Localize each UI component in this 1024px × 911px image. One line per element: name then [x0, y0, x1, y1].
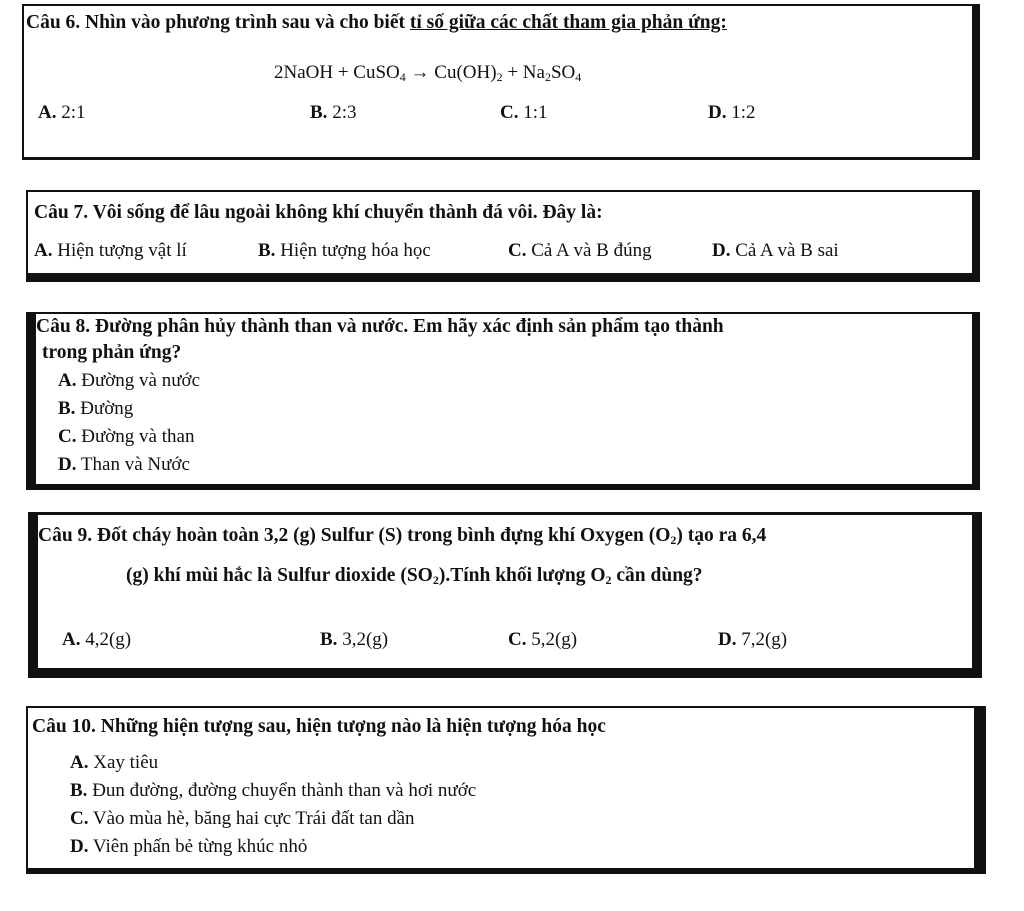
option-d[interactable]: D. 7,2(g)	[718, 629, 788, 650]
question-8-box	[26, 312, 980, 490]
option-c[interactable]: C. 5,2(g)	[508, 629, 578, 650]
question-7-box	[26, 190, 980, 282]
option-c[interactable]: C. 1:1	[500, 102, 548, 123]
option-a[interactable]: A. 2:1	[38, 102, 86, 123]
option-a[interactable]: A. Đường và nước	[58, 370, 201, 391]
option-a[interactable]: A. Xay tiêu	[70, 752, 159, 773]
question-10-box	[26, 706, 986, 874]
question-6-box	[22, 4, 980, 160]
question-9-box	[28, 512, 982, 678]
option-d[interactable]: D. Than và Nước	[58, 454, 190, 475]
question-10-title: Câu 10. Những hiện tượng sau, hiện tượng nào là hiện tượng hóa học	[32, 716, 606, 737]
option-b[interactable]: B. 2:3	[310, 102, 357, 123]
option-d[interactable]: D. Cả A và B sai	[712, 240, 839, 261]
option-c[interactable]: C. Cả A và B đúng	[508, 240, 652, 261]
question-7-title: Câu 7. Vôi sống để lâu ngoài không khí chuyển thành đá vôi. Đây là:	[34, 202, 603, 223]
option-b[interactable]: B. Đường	[58, 398, 134, 419]
question-9-title-line-2: (g) khí mùi hắc là Sulfur dioxide $(SO_2).Tính$ khối lượng $O_2$ cần dùng?	[126, 565, 703, 587]
option-a[interactable]: A. Hiện tượng vật lí	[34, 240, 187, 261]
chemical-equation: 2NaOH + CuSO$_4$ → $Cu(OH)_2 + Na_2SO_4$	[274, 62, 582, 84]
question-6-title: Câu 6. Nhìn vào phương trình sau và cho biết tỉ số giữa các chất tham gia phản ứng:	[26, 12, 727, 33]
option-d[interactable]: D. Viên phấn bẻ từng khúc nhỏ	[70, 836, 308, 857]
option-d[interactable]: D. 1:2	[708, 102, 756, 123]
option-c[interactable]: C. Đường và than	[58, 426, 195, 447]
option-b[interactable]: B. Hiện tượng hóa học	[258, 240, 431, 261]
question-8-title-line-1: Câu 8. Đường phân hủy thành than và nước. Em hãy xác định sản phẩm tạo thành	[36, 316, 724, 337]
question-8-title-line-2: trong phản ứng?	[42, 342, 182, 363]
option-a[interactable]: A. 4,2(g)	[62, 629, 132, 650]
option-b[interactable]: B. Đun đường, đường chuyển thành than và hơi nước	[70, 780, 477, 801]
option-c[interactable]: C. Vào mùa hè, băng hai cực Trái đất tan dần	[70, 808, 415, 829]
question-9-title-line-1: Câu 9. Đốt cháy hoàn toàn 3,2 (g) Sulfur (S) trong bình đựng khí Oxygen $(O_2)$ tạo ra 6,4	[38, 525, 767, 547]
option-b[interactable]: B. 3,2(g)	[320, 629, 389, 650]
